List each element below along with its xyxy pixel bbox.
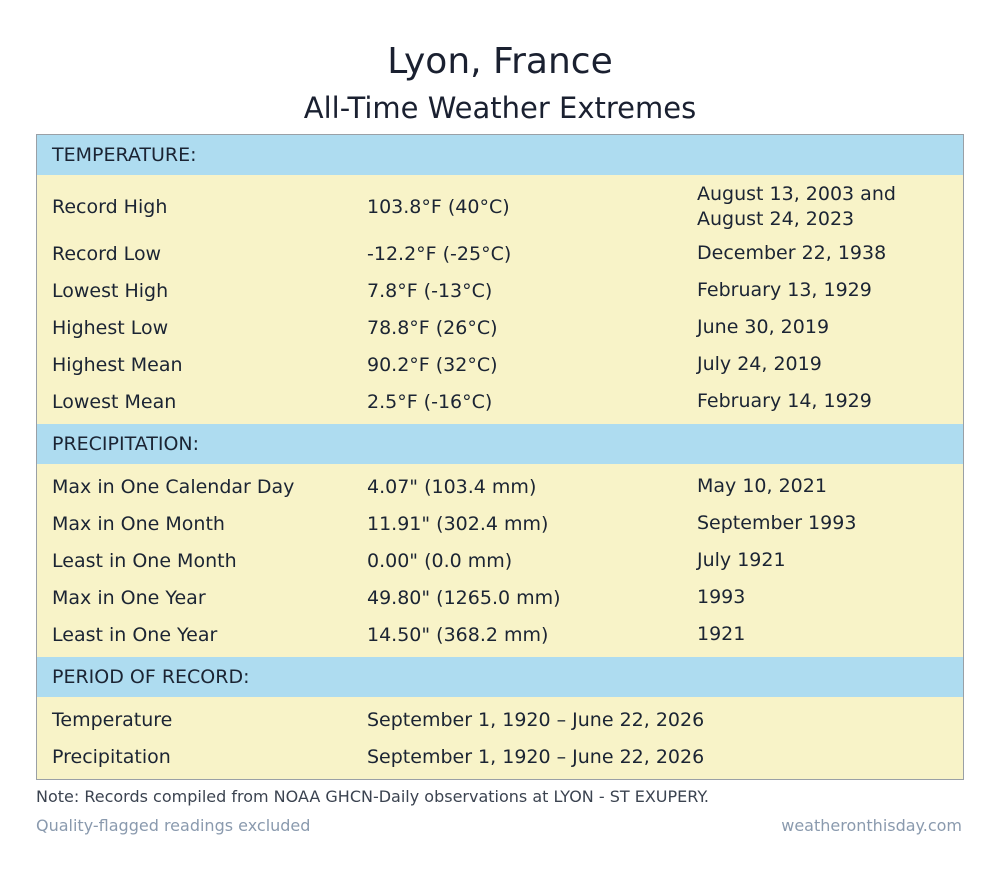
table-row bbox=[37, 309, 963, 346]
table-row bbox=[37, 542, 963, 579]
quality-note: Quality-flagged readings excluded bbox=[36, 816, 311, 835]
row-label: Lowest High bbox=[52, 279, 169, 302]
row-value: September 1, 1920 – June 22, 2026 bbox=[367, 708, 705, 731]
row-label: Highest Mean bbox=[52, 353, 183, 376]
row-label: Max in One Calendar Day bbox=[52, 475, 295, 498]
table-row bbox=[37, 272, 963, 309]
table-row bbox=[37, 383, 963, 420]
row-date: 1921 bbox=[697, 623, 746, 645]
row-label: Highest Low bbox=[52, 316, 169, 339]
row-date: February 14, 1929 bbox=[697, 390, 872, 412]
section-header-precipitation: PRECIPITATION: bbox=[37, 424, 963, 464]
row-date: December 22, 1938 bbox=[697, 242, 887, 264]
section-period bbox=[37, 697, 963, 779]
table-row bbox=[37, 179, 963, 235]
table-row bbox=[37, 346, 963, 383]
row-label: Least in One Year bbox=[52, 623, 218, 646]
page-title: Lyon, France bbox=[387, 41, 613, 82]
row-date: 1993 bbox=[697, 586, 746, 608]
row-value: 90.2°F (32°C) bbox=[367, 353, 498, 376]
section-header-period: PERIOD OF RECORD: bbox=[37, 657, 963, 697]
site-credit: weatheronthisday.com bbox=[781, 816, 962, 835]
table-row bbox=[37, 616, 963, 653]
section-header-temperature: TEMPERATURE: bbox=[37, 135, 963, 175]
row-label: Precipitation bbox=[52, 745, 171, 768]
row-date: September 1993 bbox=[697, 512, 857, 534]
extremes-table bbox=[36, 134, 964, 780]
row-date: July 1921 bbox=[697, 549, 786, 571]
row-date: June 30, 2019 bbox=[697, 316, 830, 338]
row-date-line: August 24, 2023 bbox=[697, 208, 855, 230]
page-subtitle: All-Time Weather Extremes bbox=[303, 91, 697, 125]
row-value: -12.2°F (-25°C) bbox=[367, 242, 512, 265]
row-label: Temperature bbox=[52, 708, 173, 731]
row-date-line: August 13, 2003 and bbox=[697, 183, 896, 205]
row-label: Max in One Month bbox=[52, 512, 225, 535]
row-label: Max in One Year bbox=[52, 586, 206, 609]
section-precipitation bbox=[37, 464, 963, 657]
row-value: 49.80" (1265.0 mm) bbox=[367, 586, 561, 609]
row-value: 103.8°F (40°C) bbox=[367, 196, 510, 218]
table-row bbox=[37, 738, 963, 775]
row-value: 7.8°F (-13°C) bbox=[367, 279, 493, 302]
row-label: Record High bbox=[52, 196, 168, 218]
table-row bbox=[37, 235, 963, 272]
table-row bbox=[37, 579, 963, 616]
row-value: September 1, 1920 – June 22, 2026 bbox=[367, 745, 705, 768]
row-value: 2.5°F (-16°C) bbox=[367, 390, 493, 413]
row-label: Lowest Mean bbox=[52, 390, 177, 413]
row-value: 11.91" (302.4 mm) bbox=[367, 512, 549, 535]
table-row bbox=[37, 468, 963, 505]
row-date bbox=[697, 182, 963, 232]
row-value: 4.07" (103.4 mm) bbox=[367, 475, 537, 498]
row-value: 0.00" (0.0 mm) bbox=[367, 549, 513, 572]
row-value: 78.8°F (26°C) bbox=[367, 316, 498, 339]
row-date: July 24, 2019 bbox=[697, 353, 822, 375]
table-row bbox=[37, 701, 963, 738]
section-temperature bbox=[37, 175, 963, 424]
row-date: February 13, 1929 bbox=[697, 279, 872, 301]
row-date: May 10, 2021 bbox=[697, 475, 827, 497]
row-label: Record Low bbox=[52, 242, 162, 265]
row-value: 14.50" (368.2 mm) bbox=[367, 623, 549, 646]
row-label: Least in One Month bbox=[52, 549, 237, 572]
table-row bbox=[37, 505, 963, 542]
source-note: Note: Records compiled from NOAA GHCN-Daily observations at LYON - ST EXUPERY. bbox=[36, 787, 709, 806]
